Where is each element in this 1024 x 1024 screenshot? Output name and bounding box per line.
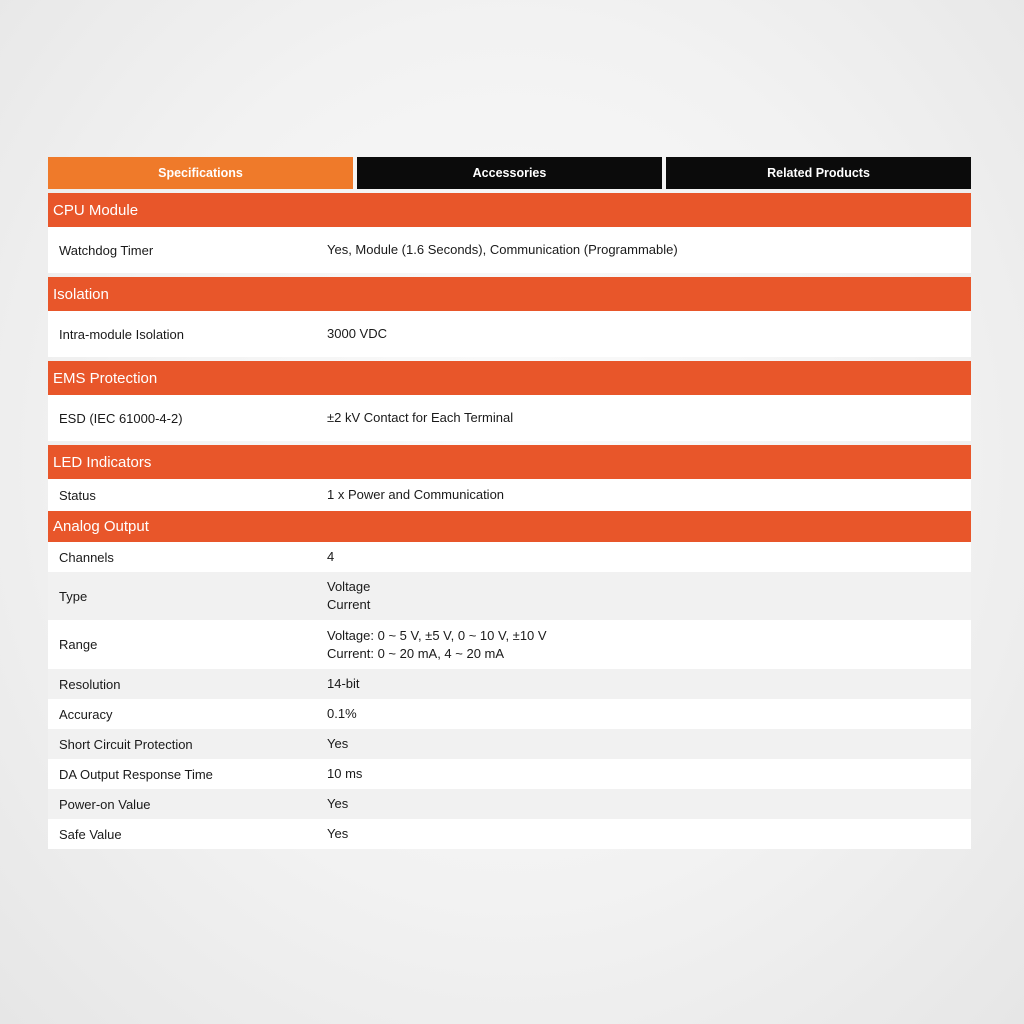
spec-value (327, 627, 971, 663)
section-title: Isolation (48, 277, 971, 311)
spec-value: 3000 VDC (327, 326, 387, 341)
spec-value-line: Current: 0 ~ 20 mA, 4 ~ 20 mA (327, 645, 505, 661)
section-title: CPU Module (48, 193, 971, 227)
spec-key: Range (59, 637, 98, 652)
tab-bar (48, 157, 971, 189)
spec-value: Yes, Module (1.6 Seconds), Communication (Programmable) (327, 242, 678, 257)
spec-value: Yes (327, 736, 349, 751)
section-title: Analog Output (48, 511, 971, 542)
spec-row (48, 572, 971, 620)
spec-row (48, 759, 971, 789)
section-analog-output (48, 511, 971, 849)
section-cpu-module (48, 193, 971, 273)
spec-key: Watchdog Timer (59, 242, 154, 258)
section-title: EMS Protection (48, 361, 971, 395)
spec-row (48, 620, 971, 669)
spec-panel (48, 157, 971, 849)
spec-key: Type (59, 588, 88, 604)
section-isolation (48, 277, 971, 357)
spec-key: Accuracy (59, 706, 113, 722)
spec-key: Resolution (59, 676, 121, 692)
spec-row (48, 789, 971, 819)
spec-value: Yes (327, 826, 349, 841)
spec-key: Safe Value (59, 826, 122, 842)
spec-key: Status (59, 487, 96, 503)
tab-accessories[interactable]: Accessories (357, 157, 662, 189)
spec-row (48, 819, 971, 849)
spec-row (48, 699, 971, 729)
spec-row (48, 729, 971, 759)
section-led-indicators (48, 445, 971, 511)
spec-value-line: Current (327, 597, 371, 612)
spec-row (48, 227, 971, 273)
spec-value: ±2 kV Contact for Each Terminal (327, 410, 514, 425)
spec-row (48, 395, 971, 441)
spec-key: Short Circuit Protection (59, 736, 193, 752)
spec-value-line: Voltage: 0 ~ 5 V, ±5 V, 0 ~ 10 V, ±10 V (327, 627, 547, 643)
spec-row (48, 311, 971, 357)
spec-key: DA Output Response Time (59, 766, 213, 782)
spec-value: 1 x Power and Communication (327, 487, 505, 502)
spec-key: Power-on Value (59, 796, 151, 812)
spec-key: Intra-module Isolation (59, 326, 185, 342)
spec-value: 4 (327, 549, 335, 564)
spec-value (327, 578, 971, 614)
tab-related-products[interactable]: Related Products (666, 157, 971, 189)
spec-key: Channels (59, 549, 114, 565)
spec-value: Yes (327, 796, 349, 811)
spec-value: 10 ms (327, 766, 363, 781)
tab-specifications[interactable]: Specifications (48, 157, 353, 189)
spec-value: 0.1% (327, 706, 357, 721)
spec-row (48, 542, 971, 572)
spec-row (48, 669, 971, 699)
spec-key: ESD (IEC 61000-4-2) (59, 410, 183, 426)
spec-row (48, 479, 971, 511)
section-title: LED Indicators (48, 445, 971, 479)
section-ems-protection (48, 361, 971, 441)
spec-value-line: Voltage (327, 579, 371, 594)
spec-value: 14-bit (327, 676, 360, 691)
